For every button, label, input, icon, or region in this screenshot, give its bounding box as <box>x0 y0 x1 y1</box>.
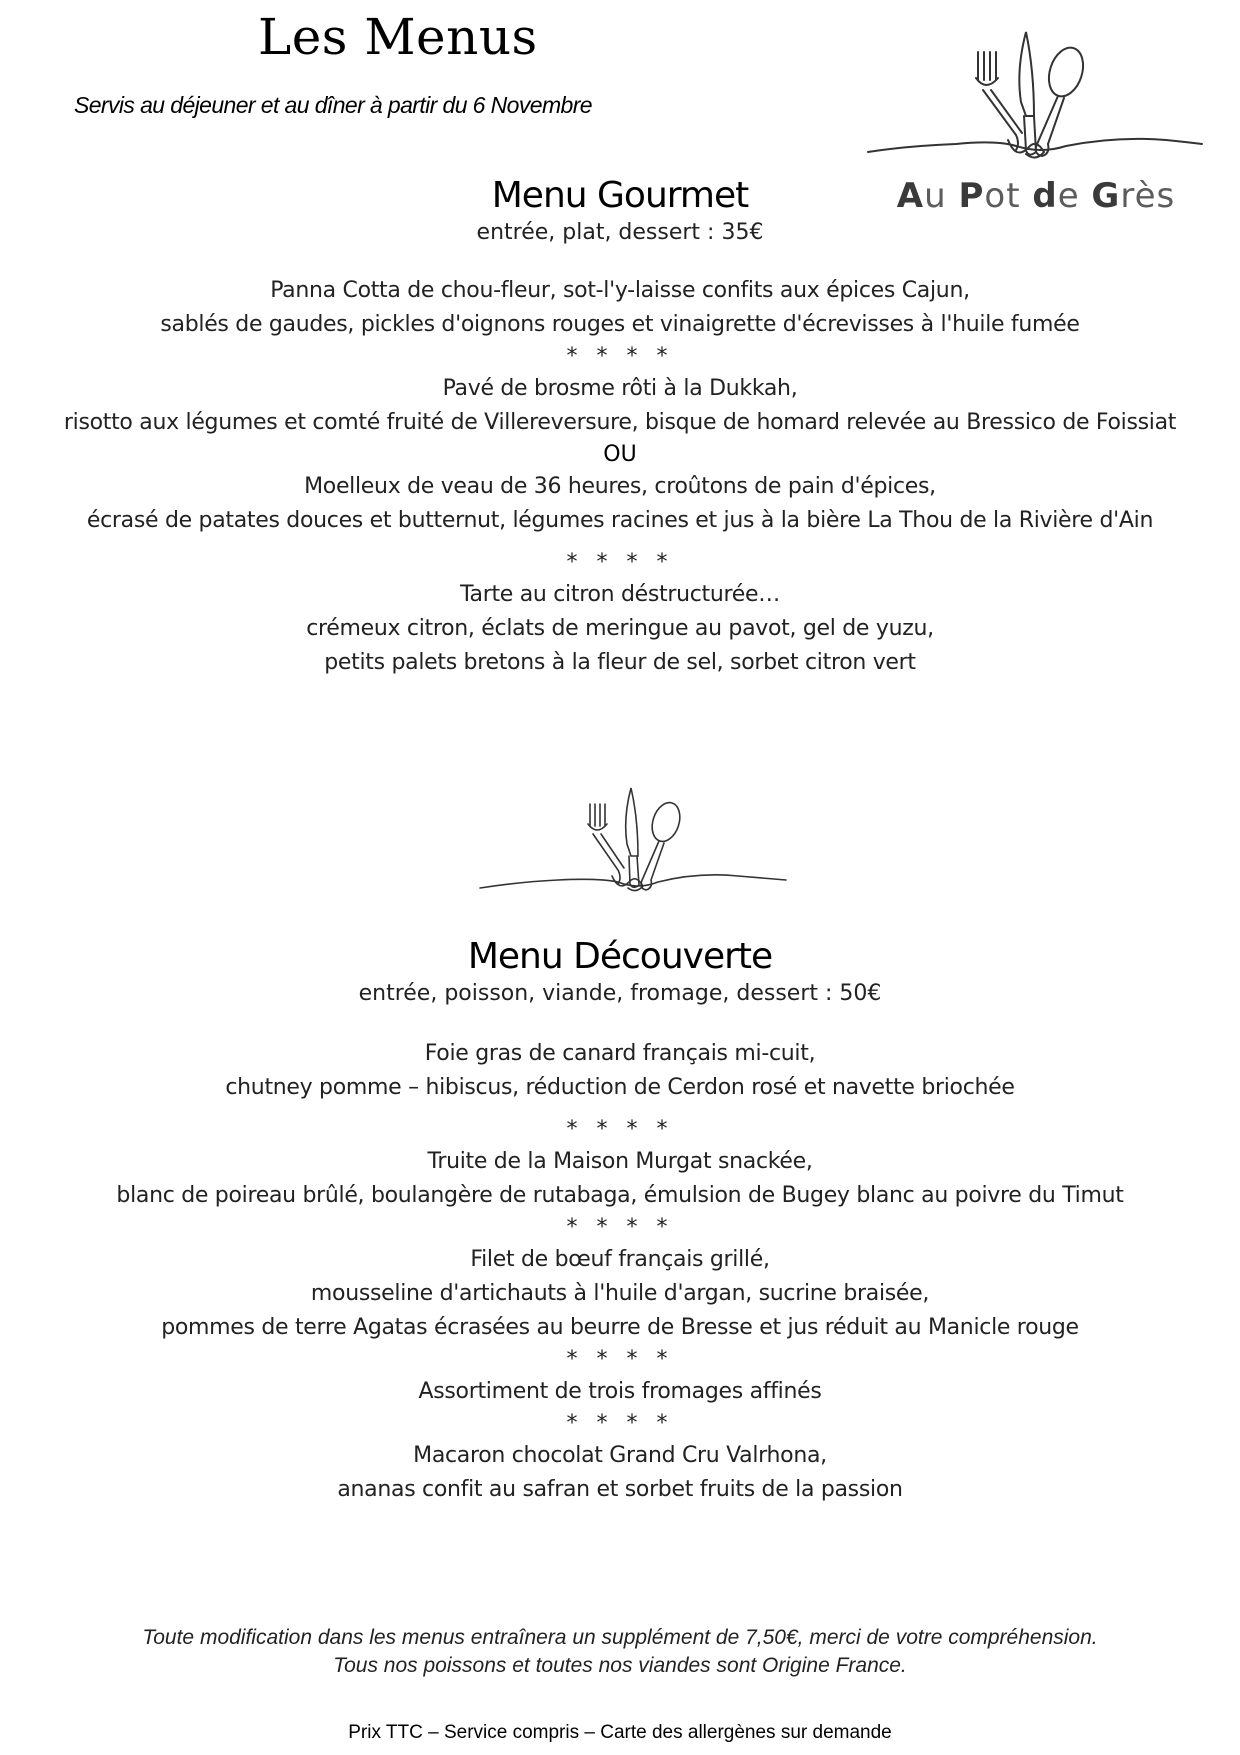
decouverte-fish-line: blanc de poireau brûlé, boulangère de rutabaga, émulsion de Bugey blanc au poivre du Timut <box>116 1183 1124 1208</box>
note-line: Tous nos poissons et toutes nos viandes sont Origine France. <box>333 1654 907 1677</box>
gourmet-dessert-line: crémeux citron, éclats de meringue au pavot, gel de yuzu, <box>306 616 934 641</box>
footer-text: Prix TTC – Service compris – Carte des allergènes sur demande <box>348 1722 892 1743</box>
course-separator: * * * * <box>566 1411 674 1436</box>
course-separator: * * * * <box>566 1215 674 1240</box>
decouverte-starter-line: Foie gras de canard français mi-cuit, <box>424 1041 816 1066</box>
decouverte-starter-line: chutney pomme – hibiscus, réduction de Cerdon rosé et navette briochée <box>225 1075 1015 1100</box>
gourmet-dessert-line: Tarte au citron déstructurée… <box>460 582 780 607</box>
menu-decouverte <box>0 935 1240 1507</box>
brand-name-part: ot <box>984 176 1033 216</box>
cutlery-divider-icon <box>478 784 788 909</box>
gourmet-starter-line: Panna Cotta de chou-fleur, sot-l'y-laisse confits aux épices Cajun, <box>270 278 970 303</box>
brand-name-part: P <box>958 176 985 216</box>
menu-decouverte-title: Menu Découverte <box>467 936 773 977</box>
gourmet-main-line: risotto aux légumes et comté fruité de Villereversure, bisque de homard relevée au Bressico de Foissiat <box>63 410 1177 435</box>
or-label: OU <box>603 442 637 467</box>
decouverte-dessert-line: Macaron chocolat Grand Cru Valrhona, <box>413 1443 827 1468</box>
brand-name-part: A <box>896 176 925 216</box>
menu-notes <box>0 1624 1240 1680</box>
brand-name-part: e <box>1057 176 1092 216</box>
gourmet-main-line: Moelleux de veau de 36 heures, croûtons de pain d'épices, <box>304 474 936 499</box>
gourmet-main-line: Pavé de brosme rôti à la Dukkah, <box>442 376 798 401</box>
note-line: Toute modification dans les menus entraînera un supplément de 7,50€, merci de votre compréhension. <box>142 1626 1098 1649</box>
decouverte-fish-line: Truite de la Maison Murgat snackée, <box>427 1149 813 1174</box>
course-separator: * * * * <box>566 1347 674 1372</box>
gourmet-dessert-line: petits palets bretons à la fleur de sel, sorbet citron vert <box>324 650 916 675</box>
course-separator: * * * * <box>566 550 674 575</box>
decouverte-meat-line: pommes de terre Agatas écrasées au beurre de Bresse et jus réduit au Manicle rouge <box>161 1315 1079 1340</box>
decouverte-cheese-line: Assortiment de trois fromages affinés <box>418 1379 822 1404</box>
page-subtitle: Servis au déjeuner et au dîner à partir du 6 Novembre <box>74 92 592 118</box>
brand-name-part: u <box>924 176 959 216</box>
menu-gourmet-price: entrée, plat, dessert : 35€ <box>476 220 764 245</box>
menu-gourmet <box>0 174 1240 680</box>
course-separator: * * * * <box>566 1117 674 1142</box>
menu-gourmet-title: Menu Gourmet <box>491 175 749 216</box>
gourmet-starter-line: sablés de gaudes, pickles d'oignons rouges et vinaigrette d'écrevisses à l'huile fumée <box>160 312 1080 337</box>
gourmet-main-line: écrasé de patates douces et butternut, légumes racines et jus à la bière La Thou de la Rivière d'Ain <box>86 508 1154 533</box>
menu-decouverte-price: entrée, poisson, viande, fromage, dessert : 50€ <box>358 981 882 1006</box>
decouverte-meat-line: Filet de bœuf français grillé, <box>470 1247 770 1272</box>
brand-name-part: G <box>1091 176 1121 216</box>
brand-name-part: rès <box>1120 176 1176 216</box>
decouverte-meat-line: mousseline d'artichauts à l'huile d'argan, sucrine braisée, <box>310 1281 930 1306</box>
decouverte-dessert-line: ananas confit au safran et sorbet fruits de la passion <box>337 1477 903 1502</box>
page-title: Les Menus <box>258 8 538 66</box>
brand-name-part: d <box>1032 176 1058 216</box>
course-separator: * * * * <box>566 344 674 369</box>
